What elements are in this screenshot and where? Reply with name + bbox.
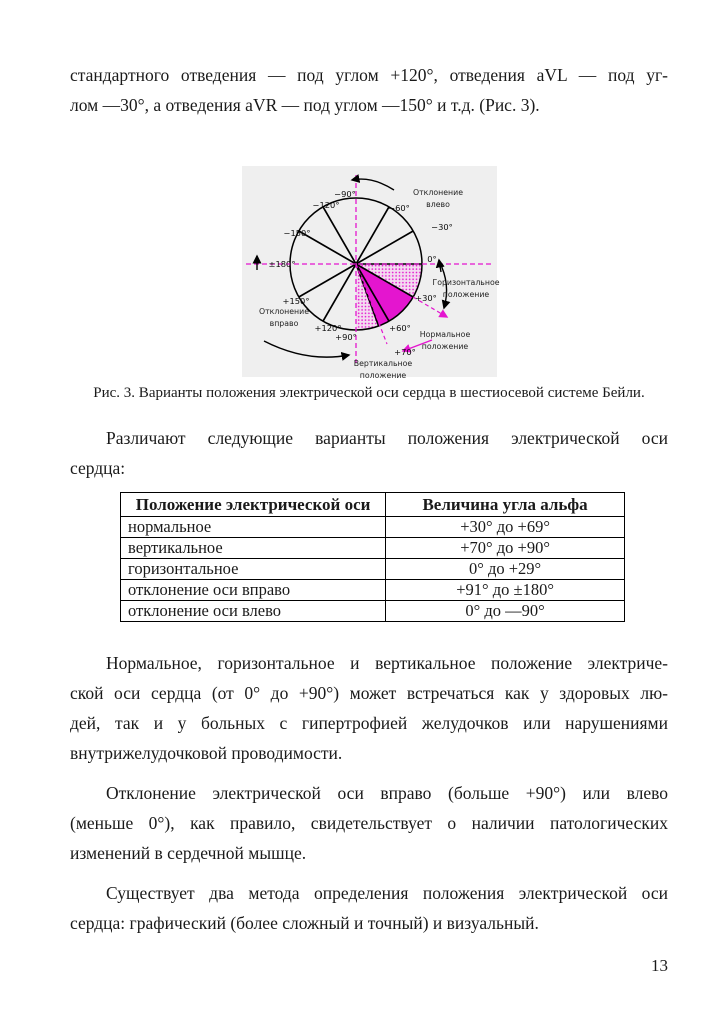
table-row bbox=[121, 580, 625, 601]
text-line: изменений в сердечной мышце. bbox=[70, 843, 307, 863]
intro-paragraph bbox=[70, 60, 668, 120]
sweep-arrow bbox=[264, 341, 349, 357]
angle-value-cell: +91° до ±180° bbox=[386, 580, 625, 601]
text-line: сердца: графический (более сложный и точный) и визуальный. bbox=[70, 913, 539, 933]
text-line: ской оси сердца (от 0° до +90°) может встречаться как у здоровых лю- bbox=[70, 683, 668, 703]
position-annotation: положение bbox=[421, 342, 468, 351]
position-annotation: Горизонтальное bbox=[431, 278, 500, 287]
body-paragraphs bbox=[70, 648, 668, 938]
axis-position-cell: нормальное bbox=[121, 517, 386, 538]
angle-label: −150° bbox=[283, 228, 310, 238]
text-line: сердца: bbox=[70, 458, 126, 478]
sweep-arrow bbox=[352, 179, 394, 190]
angle-label: +120° bbox=[314, 323, 341, 333]
text-line: Существует два метода определения положения электрической оси bbox=[106, 883, 668, 903]
position-annotation: Нормальное bbox=[419, 330, 470, 339]
angle-label: 0° bbox=[426, 254, 437, 264]
table-row bbox=[121, 559, 625, 580]
angle-value-cell: +70° до +90° bbox=[386, 538, 625, 559]
axis-position-cell: горизонтальное bbox=[121, 559, 386, 580]
axis-position-cell: отклонение оси влево bbox=[121, 601, 386, 622]
table-row bbox=[121, 538, 625, 559]
position-annotation: Отклонение bbox=[412, 188, 463, 197]
angle-value-cell: +30° до +69° bbox=[386, 517, 625, 538]
text-line: Отклонение электрической оси вправо (больше +90°) или влево bbox=[106, 783, 668, 803]
angle-label: −90° bbox=[333, 189, 356, 199]
text-line: дей, так и у больных с гипертрофией желудочков или нарушениями bbox=[70, 713, 668, 733]
angle-value-cell: 0° до —90° bbox=[386, 601, 625, 622]
paragraph bbox=[70, 648, 668, 768]
position-annotation: вправо bbox=[269, 319, 298, 328]
page-number: 13 bbox=[651, 956, 668, 975]
text-line: Различают следующие варианты положения электрической оси bbox=[106, 428, 668, 448]
text-line: лом —30°, а отведения aVR — под углом —150° и т.д. (Рис. 3). bbox=[70, 95, 540, 115]
text-line: Нормальное, горизонтальное и вертикальное положение электриче- bbox=[106, 653, 668, 673]
axis-position-cell: вертикальное bbox=[121, 538, 386, 559]
table-header-row bbox=[121, 493, 625, 517]
paragraph bbox=[70, 778, 668, 868]
table-header-cell: Величина угла альфа bbox=[386, 493, 625, 517]
bailey-axis-diagram bbox=[242, 166, 500, 380]
position-annotation: влево bbox=[425, 200, 450, 209]
position-annotation: Отклонение bbox=[258, 307, 309, 316]
angle-label: ±180° bbox=[268, 259, 295, 269]
angle-label: −60° bbox=[387, 203, 410, 213]
text-line: внутрижелудочковой проводимости. bbox=[70, 743, 343, 763]
page-content bbox=[70, 0, 668, 948]
text-line: стандартного отведения — под углом +120°, отведения aVL — под уг- bbox=[70, 65, 668, 85]
angle-label: +90° bbox=[334, 332, 357, 342]
axis-position-table bbox=[120, 492, 625, 622]
paragraph bbox=[70, 423, 668, 483]
text-line: (меньше 0°), как правило, свидетельствует о наличии патологических bbox=[70, 813, 668, 833]
paragraph bbox=[70, 878, 668, 938]
position-annotation: положение bbox=[442, 290, 489, 299]
angle-value-cell: 0° до +29° bbox=[386, 559, 625, 580]
angle-label: −30° bbox=[430, 222, 453, 232]
angle-label: −120° bbox=[312, 200, 339, 210]
position-annotation: положение bbox=[359, 371, 406, 380]
angle-label: +70° bbox=[393, 347, 416, 357]
bailey-diagram-svg bbox=[242, 166, 500, 380]
angle-label: +30° bbox=[414, 293, 437, 303]
lead-paragraph bbox=[70, 423, 668, 483]
table-row bbox=[121, 601, 625, 622]
angle-label: +150° bbox=[282, 296, 309, 306]
table-header-cell: Положение электрической оси bbox=[121, 493, 386, 517]
paragraph bbox=[70, 60, 668, 120]
position-annotation: Вертикальное bbox=[353, 359, 412, 368]
figure-container bbox=[70, 166, 668, 380]
axis-position-cell: отклонение оси вправо bbox=[121, 580, 386, 601]
figure-caption: Рис. 3. Варианты положения электрической оси сердца в шестиосевой системе Бейли. bbox=[93, 385, 645, 401]
angle-label: +60° bbox=[388, 323, 411, 333]
table-row bbox=[121, 517, 625, 538]
